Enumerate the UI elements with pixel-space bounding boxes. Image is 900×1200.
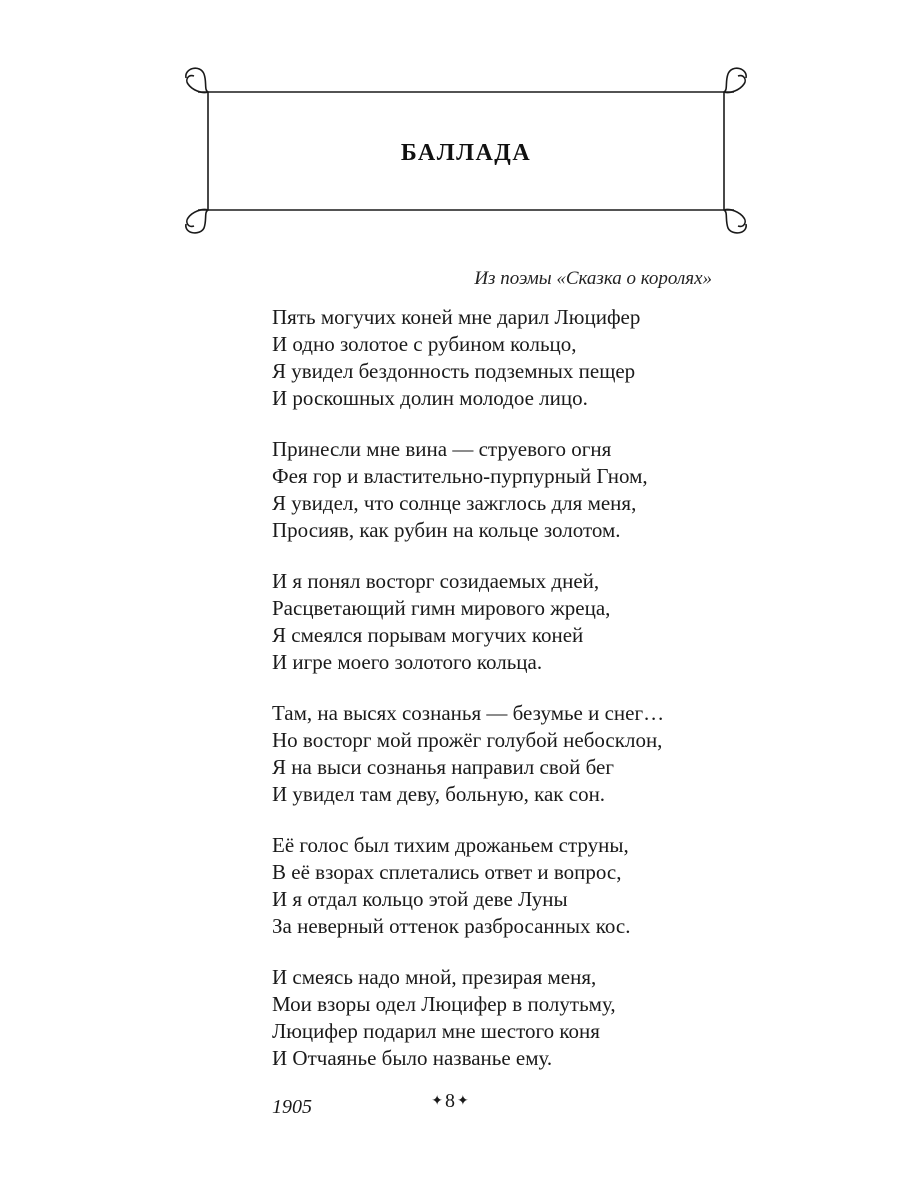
poem-line: И я понял восторг созидаемых дней,	[272, 569, 600, 593]
page-number-value: 8	[445, 1090, 455, 1112]
poem-line: Просияв, как рубин на кольце золотом.	[272, 518, 621, 542]
poem-line: Её голос был тихим дрожаньем струны,	[272, 833, 629, 857]
poem-line: За неверный оттенок разбросанных кос.	[272, 914, 631, 938]
stanza-5	[272, 832, 752, 940]
poem-line: И смеясь надо мной, презирая меня,	[272, 965, 597, 989]
poem-line: Фея гор и властительно-пурпурный Гном,	[272, 464, 648, 488]
stanza-3	[272, 568, 752, 676]
ornament-left-icon: ✦	[431, 1094, 443, 1109]
poem-line: В её взорах сплетались ответ и вопрос,	[272, 860, 622, 884]
poem-line: И одно золотое с рубином кольцо,	[272, 332, 577, 356]
poem-line: Пять могучих коней мне дарил Люцифер	[272, 305, 641, 329]
poem-date: 1905	[272, 1096, 312, 1118]
poem-line: Я увидел бездонность подземных пещер	[272, 359, 636, 383]
poem-line: И игре моего золотого кольца.	[272, 650, 543, 674]
epigraph: Из поэмы «Сказка о королях»	[474, 268, 712, 289]
poem-line: Я увидел, что солнце зажглось для меня,	[272, 491, 637, 515]
page-number	[0, 1090, 900, 1113]
poem-line: Люцифер подарил мне шестого коня	[272, 1019, 600, 1043]
poem-line: И Отчаянье было названье ему.	[272, 1046, 553, 1070]
stanza-2	[272, 436, 752, 544]
poem-line: Но восторг мой прожёг голубой небосклон,	[272, 728, 663, 752]
poem-line: Принесли мне вина — струевого огня	[272, 437, 612, 461]
poem-body	[272, 304, 752, 1119]
poem-line: Там, на высях сознанья — безумье и снег…	[272, 701, 665, 725]
poem-title: БАЛЛАДА	[400, 140, 532, 166]
poem-line: И я отдал кольцо этой деве Луны	[272, 887, 568, 911]
poem-line: И увидел там деву, больную, как сон.	[272, 782, 606, 806]
stanza-4	[272, 700, 752, 808]
poem-line: Мои взоры одел Люцифер в полутьму,	[272, 992, 616, 1016]
stanza-1	[272, 304, 752, 412]
title-frame	[180, 64, 752, 236]
ornament-right-icon: ✦	[457, 1094, 469, 1109]
poem-line: Я на выси сознанья направил свой бег	[272, 755, 614, 779]
poem-line: И роскошных долин молодое лицо.	[272, 386, 588, 410]
poem-line: Я смеялся порывам могучих коней	[272, 623, 584, 647]
poem-line: Расцветающий гимн мирового жреца,	[272, 596, 611, 620]
stanza-6	[272, 964, 752, 1072]
